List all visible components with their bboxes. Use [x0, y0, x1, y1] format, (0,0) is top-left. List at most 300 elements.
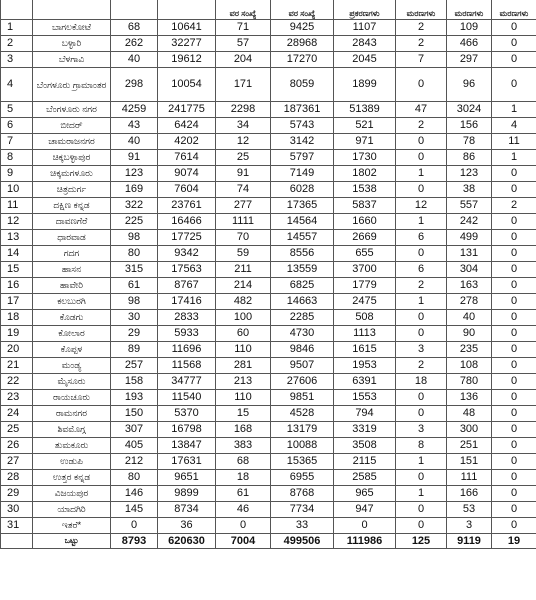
value-cell: 40: [111, 134, 158, 150]
totals-cell: 9119: [447, 534, 492, 549]
totals-cell: 7004: [216, 534, 271, 549]
district-name: ಕೋಲಾರ: [33, 326, 111, 342]
value-cell: 9851: [271, 390, 334, 406]
value-cell: 0: [492, 246, 536, 262]
value-cell: 8: [396, 438, 447, 454]
value-cell: 3: [396, 422, 447, 438]
value-cell: 0: [396, 502, 447, 518]
value-cell: 19612: [158, 52, 216, 68]
serial-number: 12: [1, 214, 33, 230]
value-cell: 90: [447, 326, 492, 342]
value-cell: 68: [111, 20, 158, 36]
value-cell: 0: [492, 502, 536, 518]
value-cell: 10054: [158, 68, 216, 102]
value-cell: 0: [492, 342, 536, 358]
table-row: [1, 486, 536, 502]
table-row: [1, 118, 536, 134]
value-cell: 521: [334, 118, 396, 134]
value-cell: 0: [111, 518, 158, 534]
value-cell: 7614: [158, 150, 216, 166]
serial-number: 27: [1, 454, 33, 470]
value-cell: 27606: [271, 374, 334, 390]
table-row: [1, 294, 536, 310]
value-cell: 123: [447, 166, 492, 182]
value-cell: 262: [111, 36, 158, 52]
totals-sl: [1, 534, 33, 549]
serial-number: 3: [1, 52, 33, 68]
value-cell: 166: [447, 486, 492, 502]
value-cell: 15365: [271, 454, 334, 470]
district-name: ಉತ್ತರ ಕನ್ನಡ: [33, 470, 111, 486]
value-cell: 1113: [334, 326, 396, 342]
value-cell: 3: [447, 518, 492, 534]
value-cell: 163: [447, 278, 492, 294]
value-cell: 61: [216, 486, 271, 502]
value-cell: 8556: [271, 246, 334, 262]
value-cell: 4259: [111, 102, 158, 118]
value-cell: 171: [216, 68, 271, 102]
value-cell: 158: [111, 374, 158, 390]
value-cell: 304: [447, 262, 492, 278]
serial-number: 8: [1, 150, 33, 166]
value-cell: 110: [216, 390, 271, 406]
value-cell: 0: [396, 246, 447, 262]
value-cell: 46: [216, 502, 271, 518]
table-row: [1, 310, 536, 326]
value-cell: 6391: [334, 374, 396, 390]
value-cell: 1730: [334, 150, 396, 166]
value-cell: 557: [447, 198, 492, 214]
value-cell: 6825: [271, 278, 334, 294]
serial-number: 23: [1, 390, 33, 406]
value-cell: 0: [492, 518, 536, 534]
value-cell: 1660: [334, 214, 396, 230]
value-cell: 59: [216, 246, 271, 262]
value-cell: 47: [396, 102, 447, 118]
value-cell: 0: [492, 486, 536, 502]
value-cell: 0: [492, 68, 536, 102]
value-cell: 34777: [158, 374, 216, 390]
value-cell: 1: [396, 486, 447, 502]
value-cell: 3508: [334, 438, 396, 454]
value-cell: 14557: [271, 230, 334, 246]
value-cell: 5837: [334, 198, 396, 214]
table-row: [1, 358, 536, 374]
value-cell: 1: [396, 166, 447, 182]
value-cell: 33: [271, 518, 334, 534]
value-cell: 1: [396, 294, 447, 310]
value-cell: 34: [216, 118, 271, 134]
totals-cell: 620630: [158, 534, 216, 549]
value-cell: 10088: [271, 438, 334, 454]
table-row: [1, 198, 536, 214]
value-cell: 2285: [271, 310, 334, 326]
value-cell: 2: [396, 36, 447, 52]
value-cell: 8768: [271, 486, 334, 502]
value-cell: 300: [447, 422, 492, 438]
value-cell: 193: [111, 390, 158, 406]
value-cell: 4: [492, 118, 536, 134]
value-cell: 150: [111, 406, 158, 422]
value-cell: 109: [447, 20, 492, 36]
table-row: [1, 422, 536, 438]
value-cell: 18: [216, 470, 271, 486]
serial-number: 20: [1, 342, 33, 358]
value-cell: 277: [216, 198, 271, 214]
serial-number: 7: [1, 134, 33, 150]
value-cell: 466: [447, 36, 492, 52]
value-cell: 214: [216, 278, 271, 294]
value-cell: 17365: [271, 198, 334, 214]
value-cell: 2: [492, 198, 536, 214]
table-row: [1, 518, 536, 534]
serial-number: 2: [1, 36, 33, 52]
value-cell: 6028: [271, 182, 334, 198]
serial-number: 13: [1, 230, 33, 246]
value-cell: 71: [216, 20, 271, 36]
table-row: [1, 182, 536, 198]
value-cell: 297: [447, 52, 492, 68]
value-cell: 16466: [158, 214, 216, 230]
value-cell: 7604: [158, 182, 216, 198]
value-cell: 4202: [158, 134, 216, 150]
value-cell: 89: [111, 342, 158, 358]
table-row: [1, 52, 536, 68]
header-cell: [111, 0, 158, 20]
value-cell: 32277: [158, 36, 216, 52]
totals-cell: 19: [492, 534, 536, 549]
value-cell: 1: [396, 454, 447, 470]
value-cell: 0: [396, 406, 447, 422]
value-cell: 2045: [334, 52, 396, 68]
value-cell: 8059: [271, 68, 334, 102]
serial-number: 5: [1, 102, 33, 118]
district-name: ಚಿತ್ರದುರ್ಗ: [33, 182, 111, 198]
value-cell: 11696: [158, 342, 216, 358]
value-cell: 145: [111, 502, 158, 518]
value-cell: 0: [492, 390, 536, 406]
value-cell: 0: [492, 182, 536, 198]
value-cell: 1615: [334, 342, 396, 358]
district-name: ಇತರೆ*: [33, 518, 111, 534]
value-cell: 7: [396, 52, 447, 68]
table-row: [1, 36, 536, 52]
value-cell: 0: [396, 470, 447, 486]
value-cell: 0: [492, 36, 536, 52]
value-cell: 1779: [334, 278, 396, 294]
value-cell: 0: [216, 518, 271, 534]
value-cell: 40: [111, 52, 158, 68]
value-cell: 508: [334, 310, 396, 326]
value-cell: 61: [111, 278, 158, 294]
value-cell: 29: [111, 326, 158, 342]
value-cell: 30: [111, 310, 158, 326]
header-cell: ವರ ಸಂಖ್ಯೆ: [216, 0, 271, 20]
table-footer: [1, 534, 536, 549]
value-cell: 1: [396, 214, 447, 230]
value-cell: 0: [492, 166, 536, 182]
value-cell: 8734: [158, 502, 216, 518]
value-cell: 655: [334, 246, 396, 262]
value-cell: 7734: [271, 502, 334, 518]
district-name: ರಾಯಚೂರು: [33, 390, 111, 406]
value-cell: 78: [447, 134, 492, 150]
value-cell: 0: [492, 438, 536, 454]
value-cell: 9507: [271, 358, 334, 374]
value-cell: 2843: [334, 36, 396, 52]
value-cell: 10641: [158, 20, 216, 36]
value-cell: 111: [447, 470, 492, 486]
value-cell: 499: [447, 230, 492, 246]
value-cell: 108: [447, 358, 492, 374]
value-cell: 0: [492, 20, 536, 36]
value-cell: 168: [216, 422, 271, 438]
value-cell: 281: [216, 358, 271, 374]
header-cell: [158, 0, 216, 20]
value-cell: 18: [396, 374, 447, 390]
value-cell: 80: [111, 470, 158, 486]
value-cell: 212: [111, 454, 158, 470]
value-cell: 11568: [158, 358, 216, 374]
value-cell: 25: [216, 150, 271, 166]
serial-number: 21: [1, 358, 33, 374]
value-cell: 0: [396, 150, 447, 166]
value-cell: 2298: [216, 102, 271, 118]
value-cell: 48: [447, 406, 492, 422]
value-cell: 6: [396, 262, 447, 278]
value-cell: 9846: [271, 342, 334, 358]
district-name: ರಾಮನಗರ: [33, 406, 111, 422]
serial-number: 30: [1, 502, 33, 518]
header-cell: ಮರಣಗಳು: [492, 0, 536, 20]
table-row: [1, 20, 536, 36]
district-name: ಯಾದಗಿರಿ: [33, 502, 111, 518]
serial-number: 11: [1, 198, 33, 214]
value-cell: 3700: [334, 262, 396, 278]
district-name: ಉಡುಪಿ: [33, 454, 111, 470]
header-cell: [33, 0, 111, 20]
value-cell: 0: [396, 390, 447, 406]
value-cell: 2: [396, 358, 447, 374]
value-cell: 0: [492, 422, 536, 438]
value-cell: 3319: [334, 422, 396, 438]
serial-number: 31: [1, 518, 33, 534]
value-cell: 38: [447, 182, 492, 198]
table-row: [1, 150, 536, 166]
header-cell: ಪ್ರಕರಣಗಳು: [334, 0, 396, 20]
value-cell: 257: [111, 358, 158, 374]
serial-number: 16: [1, 278, 33, 294]
table-row: [1, 502, 536, 518]
value-cell: 146: [111, 486, 158, 502]
table-row: [1, 134, 536, 150]
value-cell: 2: [396, 118, 447, 134]
value-cell: 91: [111, 150, 158, 166]
table-row: [1, 374, 536, 390]
value-cell: 242: [447, 214, 492, 230]
totals-cell: 8793: [111, 534, 158, 549]
value-cell: 965: [334, 486, 396, 502]
value-cell: 794: [334, 406, 396, 422]
value-cell: 9342: [158, 246, 216, 262]
serial-number: 10: [1, 182, 33, 198]
district-name: ಗದಗ: [33, 246, 111, 262]
value-cell: 780: [447, 374, 492, 390]
value-cell: 8767: [158, 278, 216, 294]
header-cell: ವರ ಸಂಖ್ಯೆ: [271, 0, 334, 20]
value-cell: 131: [447, 246, 492, 262]
totals-cell: 499506: [271, 534, 334, 549]
value-cell: 6: [396, 230, 447, 246]
value-cell: 151: [447, 454, 492, 470]
value-cell: 2585: [334, 470, 396, 486]
value-cell: 0: [492, 230, 536, 246]
value-cell: 0: [396, 518, 447, 534]
serial-number: 17: [1, 294, 33, 310]
value-cell: 74: [216, 182, 271, 198]
district-name: ಚಿಕ್ಕಮಗಳೂರು: [33, 166, 111, 182]
value-cell: 14564: [271, 214, 334, 230]
value-cell: 70: [216, 230, 271, 246]
value-cell: 13559: [271, 262, 334, 278]
value-cell: 307: [111, 422, 158, 438]
value-cell: 947: [334, 502, 396, 518]
serial-number: 25: [1, 422, 33, 438]
district-name: ಮೈಸೂರು: [33, 374, 111, 390]
value-cell: 5797: [271, 150, 334, 166]
value-cell: 1953: [334, 358, 396, 374]
serial-number: 18: [1, 310, 33, 326]
totals-cell: 125: [396, 534, 447, 549]
value-cell: 96: [447, 68, 492, 102]
totals-row: [1, 534, 536, 549]
header-cell: [1, 0, 33, 20]
table-row: [1, 214, 536, 230]
value-cell: 1553: [334, 390, 396, 406]
value-cell: 251: [447, 438, 492, 454]
table-row: [1, 438, 536, 454]
serial-number: 24: [1, 406, 33, 422]
value-cell: 0: [492, 262, 536, 278]
value-cell: 17563: [158, 262, 216, 278]
table-row: [1, 390, 536, 406]
value-cell: 17725: [158, 230, 216, 246]
value-cell: 187361: [271, 102, 334, 118]
value-cell: 9651: [158, 470, 216, 486]
value-cell: 15: [216, 406, 271, 422]
value-cell: 13179: [271, 422, 334, 438]
value-cell: 23761: [158, 198, 216, 214]
value-cell: 169: [111, 182, 158, 198]
value-cell: 11540: [158, 390, 216, 406]
value-cell: 2475: [334, 294, 396, 310]
serial-number: 29: [1, 486, 33, 502]
value-cell: 12: [216, 134, 271, 150]
header-cell: ಮರಣಗಳು: [447, 0, 492, 20]
value-cell: 136: [447, 390, 492, 406]
value-cell: 204: [216, 52, 271, 68]
value-cell: 0: [492, 214, 536, 230]
value-cell: 0: [396, 182, 447, 198]
value-cell: 0: [396, 68, 447, 102]
serial-number: 22: [1, 374, 33, 390]
value-cell: 1: [492, 102, 536, 118]
value-cell: 100: [216, 310, 271, 326]
value-cell: 2669: [334, 230, 396, 246]
totals-cell: 111986: [334, 534, 396, 549]
value-cell: 278: [447, 294, 492, 310]
value-cell: 0: [492, 278, 536, 294]
value-cell: 0: [396, 134, 447, 150]
value-cell: 211: [216, 262, 271, 278]
table-header: [1, 0, 536, 20]
table-row: [1, 230, 536, 246]
district-name: ಕೊಪ್ಪಳ: [33, 342, 111, 358]
value-cell: 4528: [271, 406, 334, 422]
value-cell: 2833: [158, 310, 216, 326]
value-cell: 0: [396, 310, 447, 326]
value-cell: 322: [111, 198, 158, 214]
value-cell: 6424: [158, 118, 216, 134]
value-cell: 5370: [158, 406, 216, 422]
value-cell: 1111: [216, 214, 271, 230]
value-cell: 235: [447, 342, 492, 358]
value-cell: 405: [111, 438, 158, 454]
value-cell: 1802: [334, 166, 396, 182]
value-cell: 1: [492, 150, 536, 166]
serial-number: 4: [1, 68, 33, 102]
district-name: ಬಾಗಲಕೋಟೆ: [33, 20, 111, 36]
value-cell: 57: [216, 36, 271, 52]
value-cell: 80: [111, 246, 158, 262]
value-cell: 43: [111, 118, 158, 134]
table-row: [1, 166, 536, 182]
district-name: ಹಾವೇರಿ: [33, 278, 111, 294]
district-name: ಕೊಡಗು: [33, 310, 111, 326]
serial-number: 19: [1, 326, 33, 342]
value-cell: 383: [216, 438, 271, 454]
value-cell: 98: [111, 230, 158, 246]
value-cell: 16798: [158, 422, 216, 438]
value-cell: 213: [216, 374, 271, 390]
value-cell: 98: [111, 294, 158, 310]
value-cell: 3024: [447, 102, 492, 118]
value-cell: 123: [111, 166, 158, 182]
table-row: [1, 342, 536, 358]
value-cell: 225: [111, 214, 158, 230]
value-cell: 5743: [271, 118, 334, 134]
value-cell: 4730: [271, 326, 334, 342]
value-cell: 51389: [334, 102, 396, 118]
value-cell: 0: [492, 454, 536, 470]
value-cell: 5933: [158, 326, 216, 342]
district-name: ಬೀದರ್: [33, 118, 111, 134]
table-row: [1, 246, 536, 262]
district-name: ವಿಜಯಪುರ: [33, 486, 111, 502]
value-cell: 0: [492, 406, 536, 422]
district-name: ಬಳ್ಳಾರಿ: [33, 36, 111, 52]
value-cell: 36: [158, 518, 216, 534]
value-cell: 86: [447, 150, 492, 166]
table-body: [1, 20, 536, 534]
serial-number: 15: [1, 262, 33, 278]
value-cell: 91: [216, 166, 271, 182]
district-name: ಬೆಳಗಾವಿ: [33, 52, 111, 68]
value-cell: 482: [216, 294, 271, 310]
value-cell: 1107: [334, 20, 396, 36]
value-cell: 3: [396, 342, 447, 358]
value-cell: 17416: [158, 294, 216, 310]
